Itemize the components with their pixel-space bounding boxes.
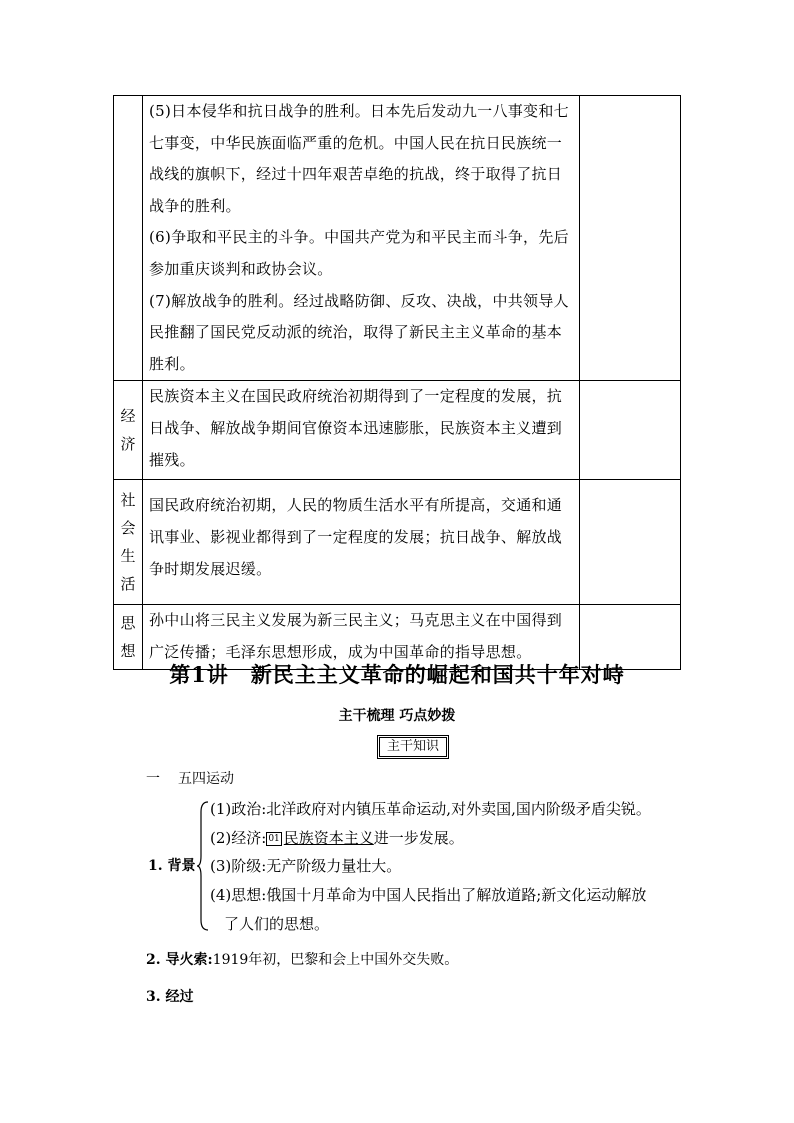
label-char: 生 — [120, 547, 136, 566]
table-row — [114, 381, 681, 480]
table-row — [114, 96, 681, 381]
row-empty-cell — [580, 96, 681, 381]
row-content-cell — [143, 96, 580, 381]
paragraph-item: (6)争取和平民主的斗争。中国共产党为和平民主而斗争，先后参加重庆谈判和政协会议。 — [149, 228, 569, 278]
section-number: 一 — [146, 771, 160, 787]
blank-answer: 民族资本主义 — [283, 829, 374, 847]
paragraph-item: (5)日本侵华和抗日战争的胜利。日本先后发动九一八事变和七七事变，中华民族面临严重的危机。中国人民在抗日民族统一战线的旗帜下，经过十四年艰苦卓绝的抗战，终于取得了抗日战争的胜利。 — [149, 102, 569, 215]
boxed-heading: 主干知识 — [379, 737, 447, 757]
summary-table — [113, 95, 681, 670]
process-heading: 3. 经过 — [146, 989, 194, 1005]
paragraph-item: 国民政府统治初期，人民的物质生活水平有所提高，交通和通讯事业、影视业都得到了一定程度的发展；抗日战争、解放战争时期发展迟缓。 — [149, 496, 563, 578]
background-item — [210, 827, 464, 848]
section-heading — [146, 768, 234, 788]
label-char: 济 — [120, 435, 136, 454]
row-label-cell — [114, 480, 143, 605]
background-item-continued: 了人们的思想。 — [224, 915, 330, 933]
row-content-cell — [143, 480, 580, 605]
background-item: (4)思想:俄国十月革命为中国人民指出了解放道路;新文化运动解放 — [210, 886, 647, 904]
background-item: (1)政治:北洋政府对内镇压革命运动,对外卖国,国内阶级矛盾尖锐。 — [210, 800, 651, 818]
label-char: 活 — [120, 575, 136, 594]
paragraph-item: 孙中山将三民主义发展为新三民主义；马克思主义在中国得到广泛传播；毛泽东思想形成，成为中国革命的指导思想。 — [149, 611, 563, 661]
label-char: 社 — [120, 491, 136, 510]
paragraph-item: (7)解放战争的胜利。经过战略防御、反攻、决战，中共领导人民推翻了国民党反动派的统治，取得了新民主主义革命的基本胜利。 — [149, 291, 569, 373]
row-label-cell — [114, 96, 143, 381]
label-char: 思 — [120, 614, 136, 633]
trigger-text: 1919年初，巴黎和会上中国外交失败。 — [212, 952, 459, 968]
row-empty-cell — [580, 381, 681, 480]
curly-brace-icon — [196, 800, 210, 932]
blank-fill — [266, 829, 373, 847]
trigger-line — [146, 949, 458, 969]
background-item: (3)阶级:无产阶级力量壮大。 — [210, 857, 402, 875]
section-text: 五四运动 — [178, 771, 234, 787]
row-label-cell — [114, 381, 143, 480]
blank-number-badge: 01 — [268, 834, 280, 844]
paragraph-item: 民族资本主义在国民政府统治初期得到了一定程度的发展，抗日战争、解放战争期间官僚资本迅速膨胀，民族资本主义遭到摧残。 — [149, 387, 563, 469]
background-label: 1. 背景 — [148, 858, 196, 874]
label-char: 想 — [120, 642, 136, 661]
row-content-cell — [143, 381, 580, 480]
label-char: 会 — [120, 519, 136, 538]
table-row — [114, 480, 681, 605]
item-prefix: (2)经济: — [210, 829, 267, 847]
label-char: 经 — [120, 407, 136, 426]
lesson-title: 第1讲 新民主主义革命的崛起和国共十年对峙 — [169, 662, 625, 687]
trigger-label: 2. 导火索: — [146, 952, 213, 968]
row-empty-cell — [580, 480, 681, 605]
section-subtitle: 主干梳理 巧点妙拨 — [338, 708, 456, 724]
item-suffix: 进一步发展。 — [373, 829, 464, 847]
